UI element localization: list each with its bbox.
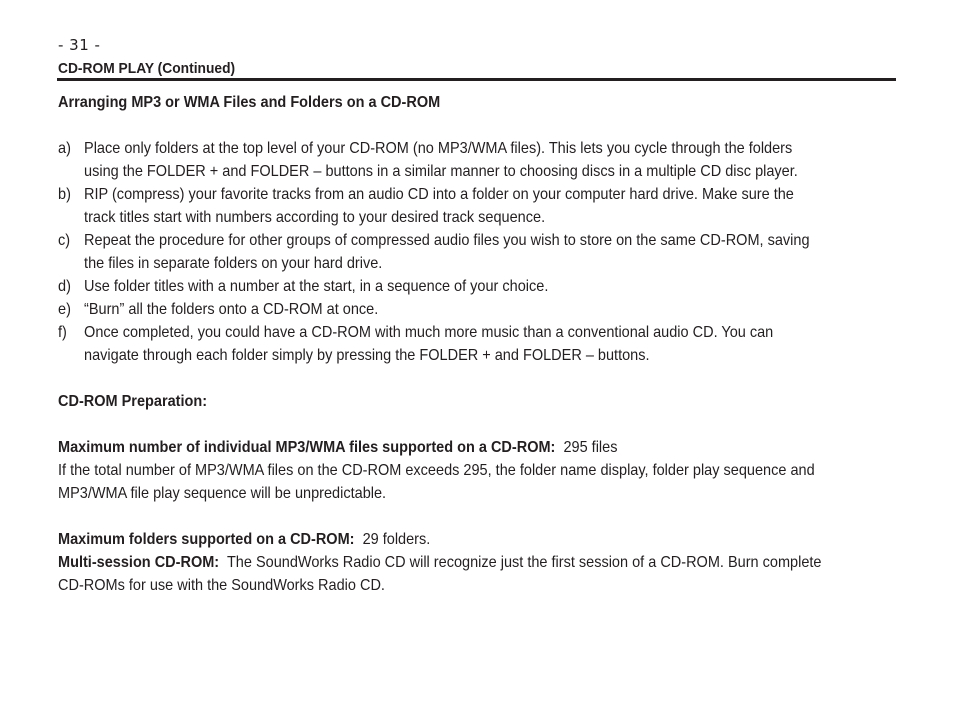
max-files-note-line: MP3/WMA file play sequence will be unpredictable. bbox=[58, 485, 387, 502]
max-folders-label: Maximum folders supported on a CD-ROM: bbox=[58, 531, 355, 548]
list-item-f bbox=[58, 321, 841, 367]
list-item-e bbox=[58, 298, 841, 321]
spacer bbox=[58, 367, 841, 390]
max-files-statement bbox=[58, 436, 841, 459]
list-marker: a) bbox=[58, 140, 71, 157]
header-rule bbox=[57, 78, 896, 81]
list-item-line: navigate through each folder simply by pressing the FOLDER + and FOLDER – buttons. bbox=[84, 347, 650, 364]
max-folders-value: 29 folders. bbox=[362, 531, 431, 548]
list-marker: e) bbox=[58, 301, 71, 318]
list-item-line: Place only folders at the top level of your CD-ROM (no MP3/WMA files). This lets you cycle through the folders bbox=[84, 140, 793, 157]
list-item-d bbox=[58, 275, 841, 298]
preparation-heading: CD-ROM Preparation: bbox=[58, 393, 208, 410]
page-content bbox=[58, 91, 900, 597]
list-marker: b) bbox=[58, 186, 71, 203]
list-marker: c) bbox=[58, 232, 71, 249]
max-files-note-line: If the total number of MP3/WMA files on the CD-ROM exceeds 295, the folder name display, folder play sequence and bbox=[58, 462, 815, 479]
list-item-line: using the FOLDER + and FOLDER – buttons in a similar manner to choosing discs in a multiple CD disc player. bbox=[84, 163, 798, 180]
spacer bbox=[58, 114, 841, 137]
list-marker: d) bbox=[58, 278, 71, 295]
max-folders-statement bbox=[58, 528, 841, 551]
list-item-line: the files in separate folders on your hard drive. bbox=[84, 255, 383, 272]
arranging-heading: Arranging MP3 or WMA Files and Folders on a CD-ROM bbox=[58, 94, 441, 111]
list-marker: f) bbox=[58, 324, 67, 341]
multisession-text-line: CD-ROMs for use with the SoundWorks Radio CD. bbox=[58, 577, 385, 594]
list-item-line: Once completed, you could have a CD-ROM with much more music than a conventional audio CD. You can bbox=[84, 324, 774, 341]
multisession-text: The SoundWorks Radio CD will recognize just the first session of a CD-ROM. Burn complete bbox=[226, 554, 822, 571]
list-item-a bbox=[58, 137, 841, 183]
spacer bbox=[58, 505, 841, 528]
arranging-section bbox=[58, 91, 841, 597]
list-item-line: Repeat the procedure for other groups of compressed audio files you wish to store on the same CD-ROM, saving bbox=[84, 232, 810, 249]
multisession-label: Multi-session CD-ROM: bbox=[58, 554, 220, 571]
page-number: - 31 - bbox=[58, 36, 101, 54]
list-item-line: “Burn” all the folders onto a CD-ROM at once. bbox=[84, 301, 379, 318]
arranging-list bbox=[58, 137, 841, 367]
list-item-b bbox=[58, 183, 841, 229]
list-item-line: track titles start with numbers according to your desired track sequence. bbox=[84, 209, 546, 226]
multisession-statement bbox=[58, 551, 841, 574]
max-files-label: Maximum number of individual MP3/WMA files supported on a CD-ROM: bbox=[58, 439, 556, 456]
section-header: CD-ROM PLAY (Continued) bbox=[58, 60, 236, 77]
spacer bbox=[58, 413, 841, 436]
list-item-c bbox=[58, 229, 841, 275]
list-item-line: RIP (compress) your favorite tracks from an audio CD into a folder on your computer hard drive. Make sure the bbox=[84, 186, 794, 203]
list-item-line: Use folder titles with a number at the start, in a sequence of your choice. bbox=[84, 278, 549, 295]
max-files-value: 295 files bbox=[563, 439, 618, 456]
